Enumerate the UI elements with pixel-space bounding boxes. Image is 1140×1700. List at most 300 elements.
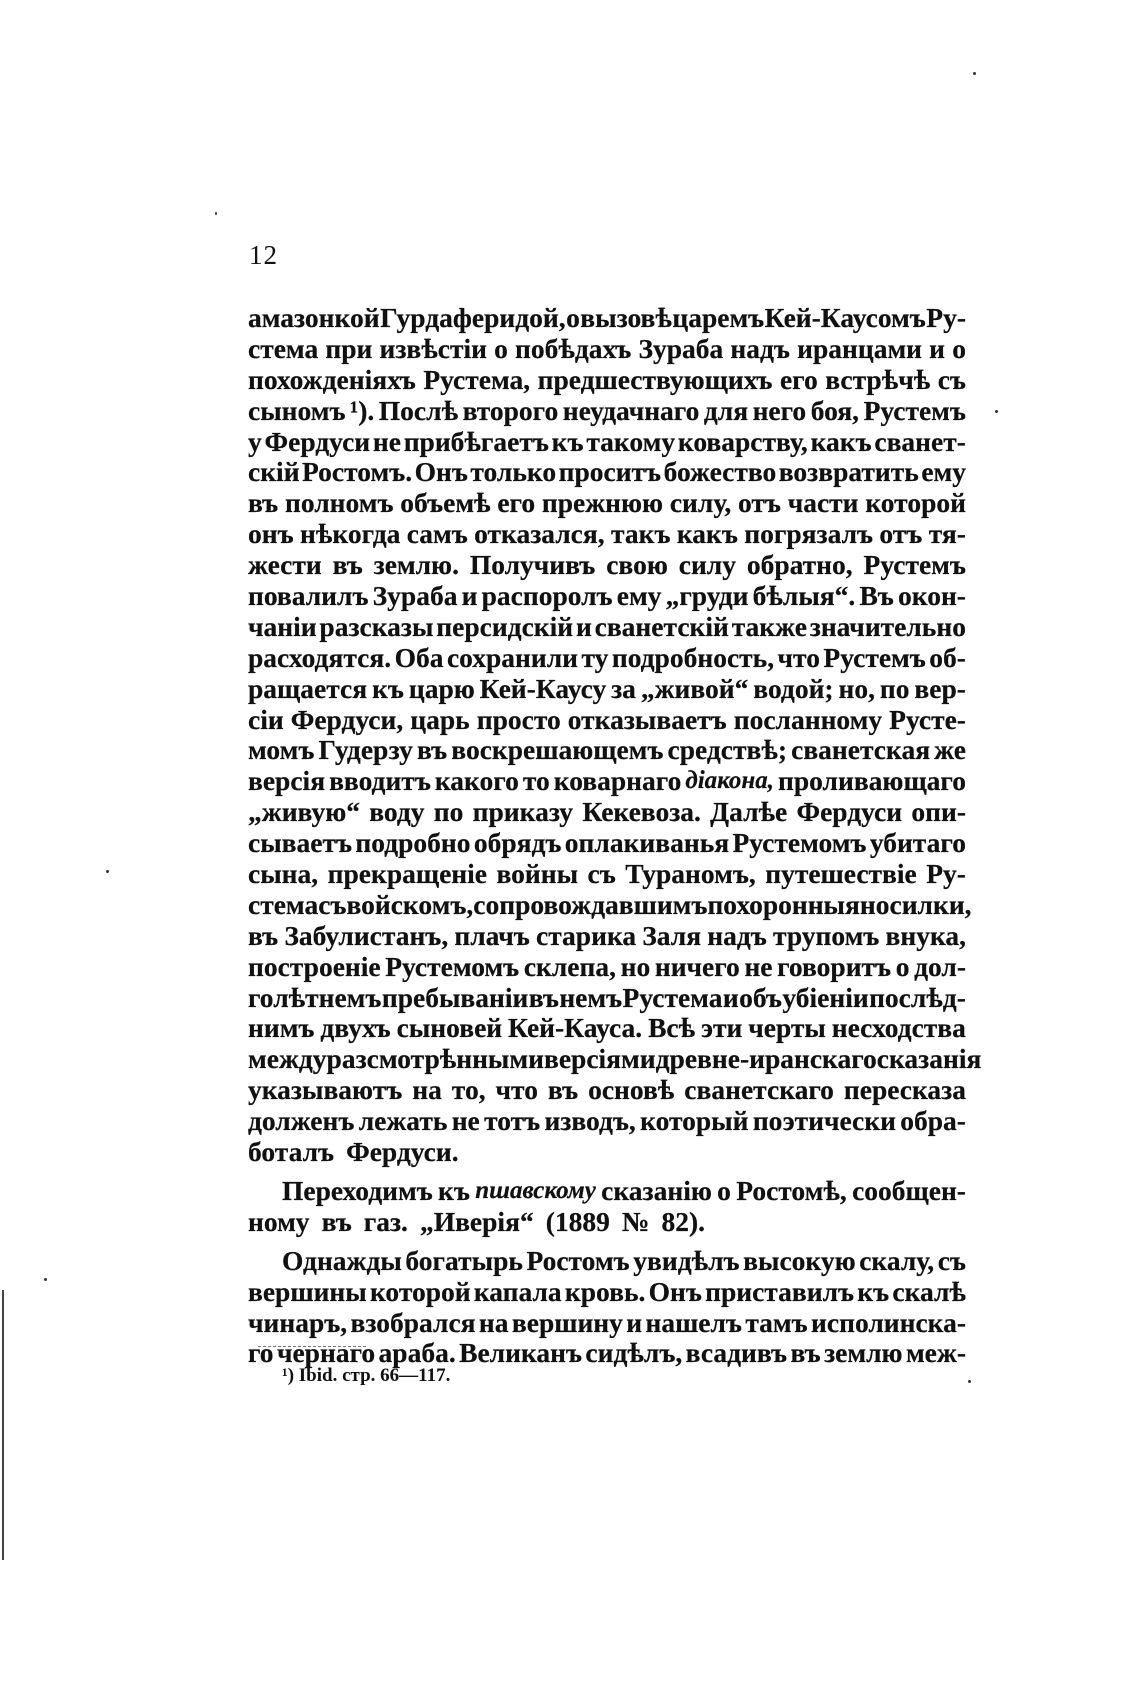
word: тя- (928, 518, 966, 550)
word: въ (528, 981, 559, 1013)
word: землю (824, 1337, 903, 1369)
word: къ (551, 425, 584, 457)
word: прекращеніе (327, 858, 487, 890)
word: богатырь (405, 1244, 523, 1276)
word: стема (248, 332, 319, 364)
word: него (752, 394, 807, 426)
word: сказанію (601, 1174, 712, 1206)
word: но (620, 950, 651, 982)
word: ту (581, 641, 609, 673)
text-line (248, 921, 966, 952)
scan-speck (215, 212, 217, 215)
word: эти (701, 1012, 743, 1044)
word: путешествіе (765, 858, 917, 890)
word: надъ (730, 332, 790, 364)
word: кровь. (564, 1275, 646, 1307)
word: старика (536, 919, 637, 951)
word: Русте- (889, 703, 966, 735)
word: какъ (676, 518, 738, 550)
word: также (731, 610, 807, 642)
text-line (248, 1137, 966, 1168)
text-line (248, 303, 966, 334)
text-line (248, 705, 966, 736)
word: Рустема (622, 981, 723, 1013)
word: версія (248, 765, 326, 797)
word: его (497, 487, 536, 519)
word: значительно (809, 610, 966, 642)
word: отказываетъ (567, 703, 727, 735)
word: пересказа (843, 1074, 966, 1106)
word: пребываніи (381, 981, 529, 1013)
word: и (626, 1306, 643, 1338)
word: Великанъ (459, 1337, 583, 1369)
word: предшествующихъ (537, 363, 773, 395)
word: дол- (914, 950, 966, 982)
word: боталъ (248, 1136, 335, 1168)
word: коварнаго (553, 765, 682, 797)
word: 82). (661, 1205, 706, 1237)
word: Далѣе (710, 796, 788, 828)
word: силу, (669, 487, 732, 519)
word: съ (937, 1244, 966, 1276)
word: о (566, 302, 580, 333)
word: чаніи (248, 610, 317, 642)
word: взобрался (350, 1306, 476, 1338)
word: похоронныя (707, 888, 860, 920)
word: въ (790, 1337, 821, 1369)
word: вызовѣ (580, 302, 672, 333)
word: Рустемъ (863, 394, 966, 426)
word: скій (248, 456, 300, 488)
text-line (248, 581, 966, 612)
word: въ (321, 1205, 352, 1237)
word: сываетъ (248, 827, 353, 859)
word: съ (937, 363, 966, 395)
text-line (248, 674, 966, 705)
word: „груди (665, 580, 749, 612)
text-line (248, 888, 972, 921)
word: въ (248, 487, 279, 519)
text-line (248, 488, 966, 519)
word: сванетскій (594, 610, 729, 642)
word: что (777, 641, 820, 673)
word: сидѣлъ, (585, 1337, 683, 1369)
word: царь (410, 703, 470, 735)
word: полномъ (284, 487, 394, 519)
footnote-text: Ibid. стр. 66—117. (298, 1365, 451, 1386)
word: Кекевоза. (582, 796, 701, 828)
word: расходятся. (248, 641, 392, 673)
word: объ (739, 981, 782, 1013)
word: несходства (831, 1012, 966, 1044)
word: Зураба (372, 580, 458, 612)
word: скалѣ (892, 1275, 966, 1307)
word: сохранили (446, 641, 578, 673)
word: Рустемомъ (732, 827, 867, 859)
word: самъ (406, 518, 468, 550)
word: только (470, 456, 557, 488)
word: землю. (373, 549, 459, 581)
text-line (248, 766, 966, 797)
word: погрязалъ (744, 518, 874, 550)
text-line (248, 735, 966, 766)
word: что (495, 1074, 538, 1106)
word: божество (663, 456, 777, 488)
word: нашелъ (645, 1306, 742, 1338)
word: діакона, (685, 767, 775, 795)
word: неудачнаго (562, 394, 700, 426)
word: тотъ (484, 1105, 541, 1137)
word: Рустема, (423, 363, 531, 395)
word: долженъ (248, 1105, 355, 1137)
word: сына, (248, 858, 319, 890)
scan-speck (968, 1380, 971, 1383)
word: о (494, 332, 508, 364)
text-line (248, 952, 966, 983)
text-line (248, 828, 966, 859)
word: отъ (737, 487, 781, 519)
word: говоритъ (777, 950, 892, 982)
word: Ру- (926, 302, 966, 333)
text-line (248, 1308, 966, 1339)
word: № (621, 1205, 650, 1237)
text-line (248, 365, 966, 396)
word: второго (462, 394, 559, 426)
word: ничего (654, 950, 740, 982)
word: указываютъ (248, 1074, 403, 1106)
word: поэтически (752, 1105, 896, 1137)
footnote-divider (258, 1346, 366, 1347)
word: Тураномъ, (625, 858, 756, 890)
word: разсмотрѣнными (326, 1043, 544, 1075)
word: объемѣ (400, 487, 491, 519)
word: то (522, 765, 550, 797)
word: Переходимъ (282, 1174, 433, 1206)
word: Ростомъ. (302, 456, 413, 488)
word: Кей-Кауса. (508, 1012, 643, 1044)
word: вер- (914, 672, 966, 704)
word: на (412, 1074, 442, 1106)
word: сванетская (791, 734, 931, 766)
text-line (248, 1176, 966, 1207)
word: свою (606, 549, 668, 581)
text-line (248, 1246, 966, 1277)
text-line (248, 1043, 982, 1075)
text-line (248, 859, 966, 890)
word: обратно, (746, 549, 853, 581)
word: чернаго (276, 1337, 376, 1369)
word: сванет- (874, 425, 966, 457)
word: Фердуси (796, 796, 903, 828)
footnote (282, 1365, 450, 1387)
word: которой (865, 487, 966, 519)
word: Рустемъ (823, 641, 926, 673)
word: въ (332, 549, 363, 581)
word: о (952, 332, 966, 364)
text-line (248, 1013, 966, 1044)
scan-speck (106, 870, 109, 873)
word: же (934, 734, 966, 766)
text-line (248, 334, 966, 365)
word: сіи (248, 703, 284, 735)
word: на (478, 1306, 509, 1338)
word: какъ (810, 425, 872, 457)
text-line (248, 396, 966, 427)
word: и (461, 580, 478, 612)
word: вводитъ (329, 765, 431, 797)
text-line (248, 1277, 966, 1308)
word: Ростомъ (526, 1244, 630, 1276)
word: не (372, 425, 401, 457)
word: но, (838, 672, 875, 704)
word: такому (586, 425, 676, 457)
word: о (717, 1174, 731, 1206)
word: Фердуси, (290, 703, 404, 735)
word: двухъ (320, 1012, 391, 1044)
word: по (879, 672, 910, 704)
word: увидѣлъ (633, 1244, 740, 1276)
word: подробно (355, 827, 471, 859)
word: и (929, 332, 946, 364)
word: по (433, 796, 464, 828)
word: „живую“ (248, 796, 360, 828)
word: разсказы (319, 610, 434, 642)
word: (1889 (545, 1205, 610, 1237)
word: царемъ (672, 302, 765, 333)
word: извѣстіи (379, 332, 487, 364)
word: Кей-Каусомъ (764, 302, 926, 333)
text-line (248, 797, 966, 828)
word: лежать (358, 1105, 448, 1137)
word: момъ (248, 734, 315, 766)
word: сыновей (396, 1012, 503, 1044)
word: воскрешающемъ (451, 734, 664, 766)
word: посланному (733, 703, 883, 735)
word: меж- (905, 1337, 966, 1369)
word: къ (857, 1275, 890, 1307)
text-line (248, 427, 966, 458)
word: боя, (810, 394, 860, 426)
word: возвратить (778, 456, 919, 488)
word: и (722, 981, 739, 1013)
word: въ (547, 1074, 579, 1106)
word: немъ (559, 981, 623, 1013)
text-line (248, 983, 966, 1014)
word: отъ (879, 518, 923, 550)
text-line (248, 457, 966, 488)
word: бѣлыя“. (752, 580, 856, 612)
text-line (248, 1106, 966, 1137)
word: оплакиванья (564, 827, 730, 859)
text-line (248, 612, 966, 643)
word: къ (438, 1174, 470, 1206)
word: скалу, (859, 1244, 935, 1276)
word: газ. (363, 1205, 408, 1237)
word: за (611, 672, 636, 704)
word: такъ (611, 518, 671, 550)
word: плачъ (454, 919, 530, 951)
word: приставилъ (705, 1275, 855, 1307)
word: къ (372, 672, 404, 704)
word: Забулистанъ, (284, 919, 449, 951)
word: амазонкой (248, 302, 380, 333)
word: сопровождавшимъ (473, 888, 708, 920)
word: иранцами (797, 332, 923, 364)
word: у (248, 425, 262, 457)
word: средствѣ; (667, 734, 788, 766)
word: Получивъ (469, 549, 596, 581)
word: встрѣчѣ (825, 363, 931, 395)
word: Рустемомъ (385, 950, 520, 982)
word: послѣд- (869, 981, 966, 1013)
scan-speck (973, 72, 976, 75)
word: Гурдаферидой, (380, 302, 566, 333)
word: и (575, 610, 592, 642)
word: склепа, (523, 950, 616, 982)
word: проситъ (558, 456, 662, 488)
word: водой; (753, 672, 834, 704)
word: ему (616, 580, 662, 612)
scan-edge (2, 1290, 4, 1560)
word: Рустемъ (863, 549, 966, 581)
word: черты (748, 1012, 826, 1044)
word: войны (496, 858, 579, 890)
text-line (248, 643, 966, 674)
word: Ростомѣ, (736, 1174, 847, 1206)
word: Въ (859, 580, 894, 612)
word: Оба (394, 641, 444, 673)
word: сказанія (876, 1043, 982, 1075)
page-number: 12 (249, 240, 278, 270)
word: вершины (248, 1275, 367, 1307)
word: обра- (900, 1105, 966, 1137)
word: повалилъ (248, 580, 369, 612)
word: то, (451, 1074, 486, 1106)
word: отказался, (474, 518, 605, 550)
word: голѣтнемъ (248, 981, 382, 1013)
word: внука, (885, 919, 966, 951)
word: жести (248, 549, 322, 581)
word: прибѣгаетъ (403, 425, 549, 457)
word: между (248, 1043, 327, 1075)
word: „Иверія“ (419, 1205, 534, 1237)
word: Послѣ (378, 394, 459, 426)
word: изводъ, (544, 1105, 636, 1137)
word: Онъ (414, 456, 468, 488)
word: Фердуси (264, 425, 371, 457)
word: надъ (707, 919, 767, 951)
text-line (248, 519, 966, 550)
word: носилки, (859, 888, 972, 920)
footnote-marker: ¹) (282, 1365, 295, 1386)
word: Онъ (648, 1275, 702, 1307)
word: трупомъ (772, 919, 880, 951)
word: части (787, 487, 859, 519)
word: персидскій (436, 610, 574, 642)
word: исполинска- (811, 1306, 966, 1338)
word: воду (369, 796, 425, 828)
word: онъ (248, 518, 294, 550)
word: вершину (511, 1306, 623, 1338)
word: Ру- (926, 858, 966, 890)
word: похожденіяхъ (248, 363, 416, 395)
word: просто (476, 703, 561, 735)
word: для (703, 394, 749, 426)
word: Заля (642, 919, 702, 951)
word: съ (318, 888, 347, 920)
word: въ (248, 919, 279, 951)
word: о (895, 950, 910, 982)
word: капала (473, 1275, 562, 1307)
word: какого (434, 765, 519, 797)
word: Всѣ (648, 1012, 696, 1044)
word: об- (929, 641, 966, 673)
word: приказу (472, 796, 574, 828)
word: нимъ (248, 1012, 315, 1044)
scan-speck (995, 410, 998, 413)
word: войскомъ, (346, 888, 474, 920)
word: убитаго (869, 827, 966, 859)
word: стема (248, 888, 319, 920)
word: араба. (378, 1337, 456, 1369)
word: съ (587, 858, 616, 890)
word: сванетскаго (684, 1074, 834, 1106)
word: версіями (543, 1043, 656, 1075)
word: царю (408, 672, 475, 704)
word: не (451, 1105, 480, 1137)
word: окон- (897, 580, 966, 612)
word: чинаръ, (248, 1306, 348, 1338)
word: Зураба (638, 332, 724, 364)
word: распоролъ (481, 580, 613, 612)
word: пшавскому (475, 1176, 596, 1204)
word: всадивъ (685, 1337, 788, 1369)
word: ¹). (350, 394, 375, 426)
word: побѣдахъ (515, 332, 632, 364)
word: подробность, (611, 641, 775, 673)
word: Гудерзу (318, 734, 413, 766)
word: обрядъ (473, 827, 562, 859)
word: коварству, (677, 425, 808, 457)
word: тамъ (745, 1306, 808, 1338)
word: ращается (248, 672, 368, 704)
scan-speck (44, 1278, 47, 1281)
main-text (248, 302, 982, 1369)
text-line (248, 1207, 966, 1238)
word: нѣкогда (300, 518, 401, 550)
word: основѣ (588, 1074, 675, 1106)
word: построеніе (248, 950, 381, 982)
word: опи- (911, 796, 966, 828)
word: его (779, 363, 818, 395)
word: въ (417, 734, 448, 766)
word: проливающаго (778, 765, 966, 797)
word: который (640, 1105, 749, 1137)
word: Однажды (282, 1244, 402, 1276)
word: убіеніи (782, 981, 869, 1013)
word: сыномъ (248, 394, 346, 426)
word: высокую (743, 1244, 856, 1276)
word: ному (248, 1205, 310, 1237)
word: при (325, 332, 373, 364)
word: прежнюю (541, 487, 664, 519)
text-line (248, 550, 966, 581)
word: Фердуси. (346, 1136, 459, 1168)
word: силу (678, 549, 736, 581)
word: го (248, 1337, 274, 1369)
word: Кей-Каусу (479, 672, 607, 704)
word: ему (921, 456, 966, 488)
